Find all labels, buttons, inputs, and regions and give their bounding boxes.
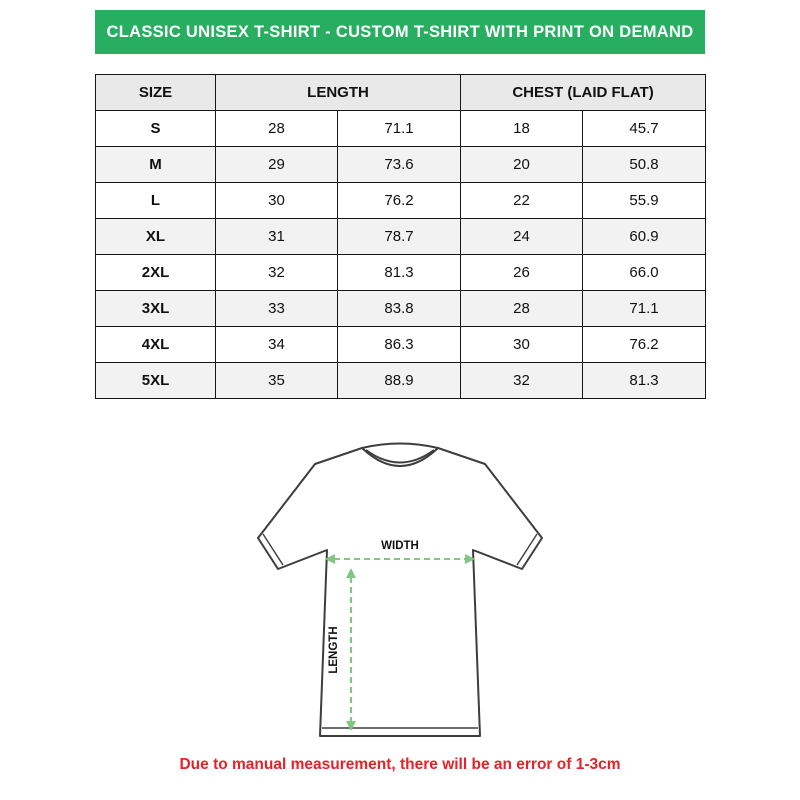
table-row (96, 291, 706, 327)
length-inch-cell: 33 (216, 291, 338, 327)
header-size: SIZE (96, 75, 216, 111)
table-row (96, 219, 706, 255)
length-cm-cell: 76.2 (338, 183, 461, 219)
tshirt-shape (258, 444, 542, 737)
chest-cm-cell: 81.3 (583, 363, 706, 399)
length-inch-cell: 32 (216, 255, 338, 291)
length-cm-cell: 81.3 (338, 255, 461, 291)
table-row (96, 363, 706, 399)
length-cm-cell: 73.6 (338, 147, 461, 183)
chest-inch-cell: 32 (461, 363, 583, 399)
size-cell: 2XL (96, 255, 216, 291)
chest-cm-cell: 71.1 (583, 291, 706, 327)
title-banner (95, 10, 705, 54)
length-cm-cell: 83.8 (338, 291, 461, 327)
chest-inch-cell: 24 (461, 219, 583, 255)
length-cm-cell: 88.9 (338, 363, 461, 399)
page-title: CLASSIC UNISEX T-SHIRT - CUSTOM T-SHIRT WITH PRINT ON DEMAND (106, 22, 694, 41)
table-row (96, 111, 706, 147)
size-cell: 5XL (96, 363, 216, 399)
size-cell: M (96, 147, 216, 183)
chest-inch-cell: 26 (461, 255, 583, 291)
length-cm-cell: 71.1 (338, 111, 461, 147)
length-inch-cell: 28 (216, 111, 338, 147)
length-label: LENGTH (328, 626, 340, 674)
chest-inch-cell: 30 (461, 327, 583, 363)
size-chart-table (95, 74, 706, 399)
table-header-row (96, 75, 706, 111)
length-inch-cell: 29 (216, 147, 338, 183)
measurement-note: Due to manual measurement, there will be an error of 1-3cm (179, 756, 621, 773)
chest-cm-cell: 66.0 (583, 255, 706, 291)
table-row (96, 255, 706, 291)
length-cm-cell: 86.3 (338, 327, 461, 363)
tshirt-measurement-diagram (250, 438, 550, 752)
chest-inch-cell: 28 (461, 291, 583, 327)
table-row (96, 183, 706, 219)
length-inch-cell: 34 (216, 327, 338, 363)
length-inch-cell: 31 (216, 219, 338, 255)
table-row (96, 327, 706, 363)
chest-inch-cell: 22 (461, 183, 583, 219)
length-inch-cell: 35 (216, 363, 338, 399)
width-label: WIDTH (381, 540, 419, 552)
header-chest: CHEST (LAID FLAT) (461, 75, 706, 111)
chest-cm-cell: 50.8 (583, 147, 706, 183)
header-length: LENGTH (216, 75, 461, 111)
size-cell: L (96, 183, 216, 219)
size-cell: XL (96, 219, 216, 255)
tshirt-outline-drawing (250, 438, 550, 752)
chest-inch-cell: 20 (461, 147, 583, 183)
table-row (96, 147, 706, 183)
length-inch-cell: 30 (216, 183, 338, 219)
chest-cm-cell: 76.2 (583, 327, 706, 363)
size-cell: 3XL (96, 291, 216, 327)
length-cm-cell: 78.7 (338, 219, 461, 255)
chest-cm-cell: 55.9 (583, 183, 706, 219)
size-cell: 4XL (96, 327, 216, 363)
size-cell: S (96, 111, 216, 147)
chest-cm-cell: 60.9 (583, 219, 706, 255)
chest-inch-cell: 18 (461, 111, 583, 147)
chest-cm-cell: 45.7 (583, 111, 706, 147)
